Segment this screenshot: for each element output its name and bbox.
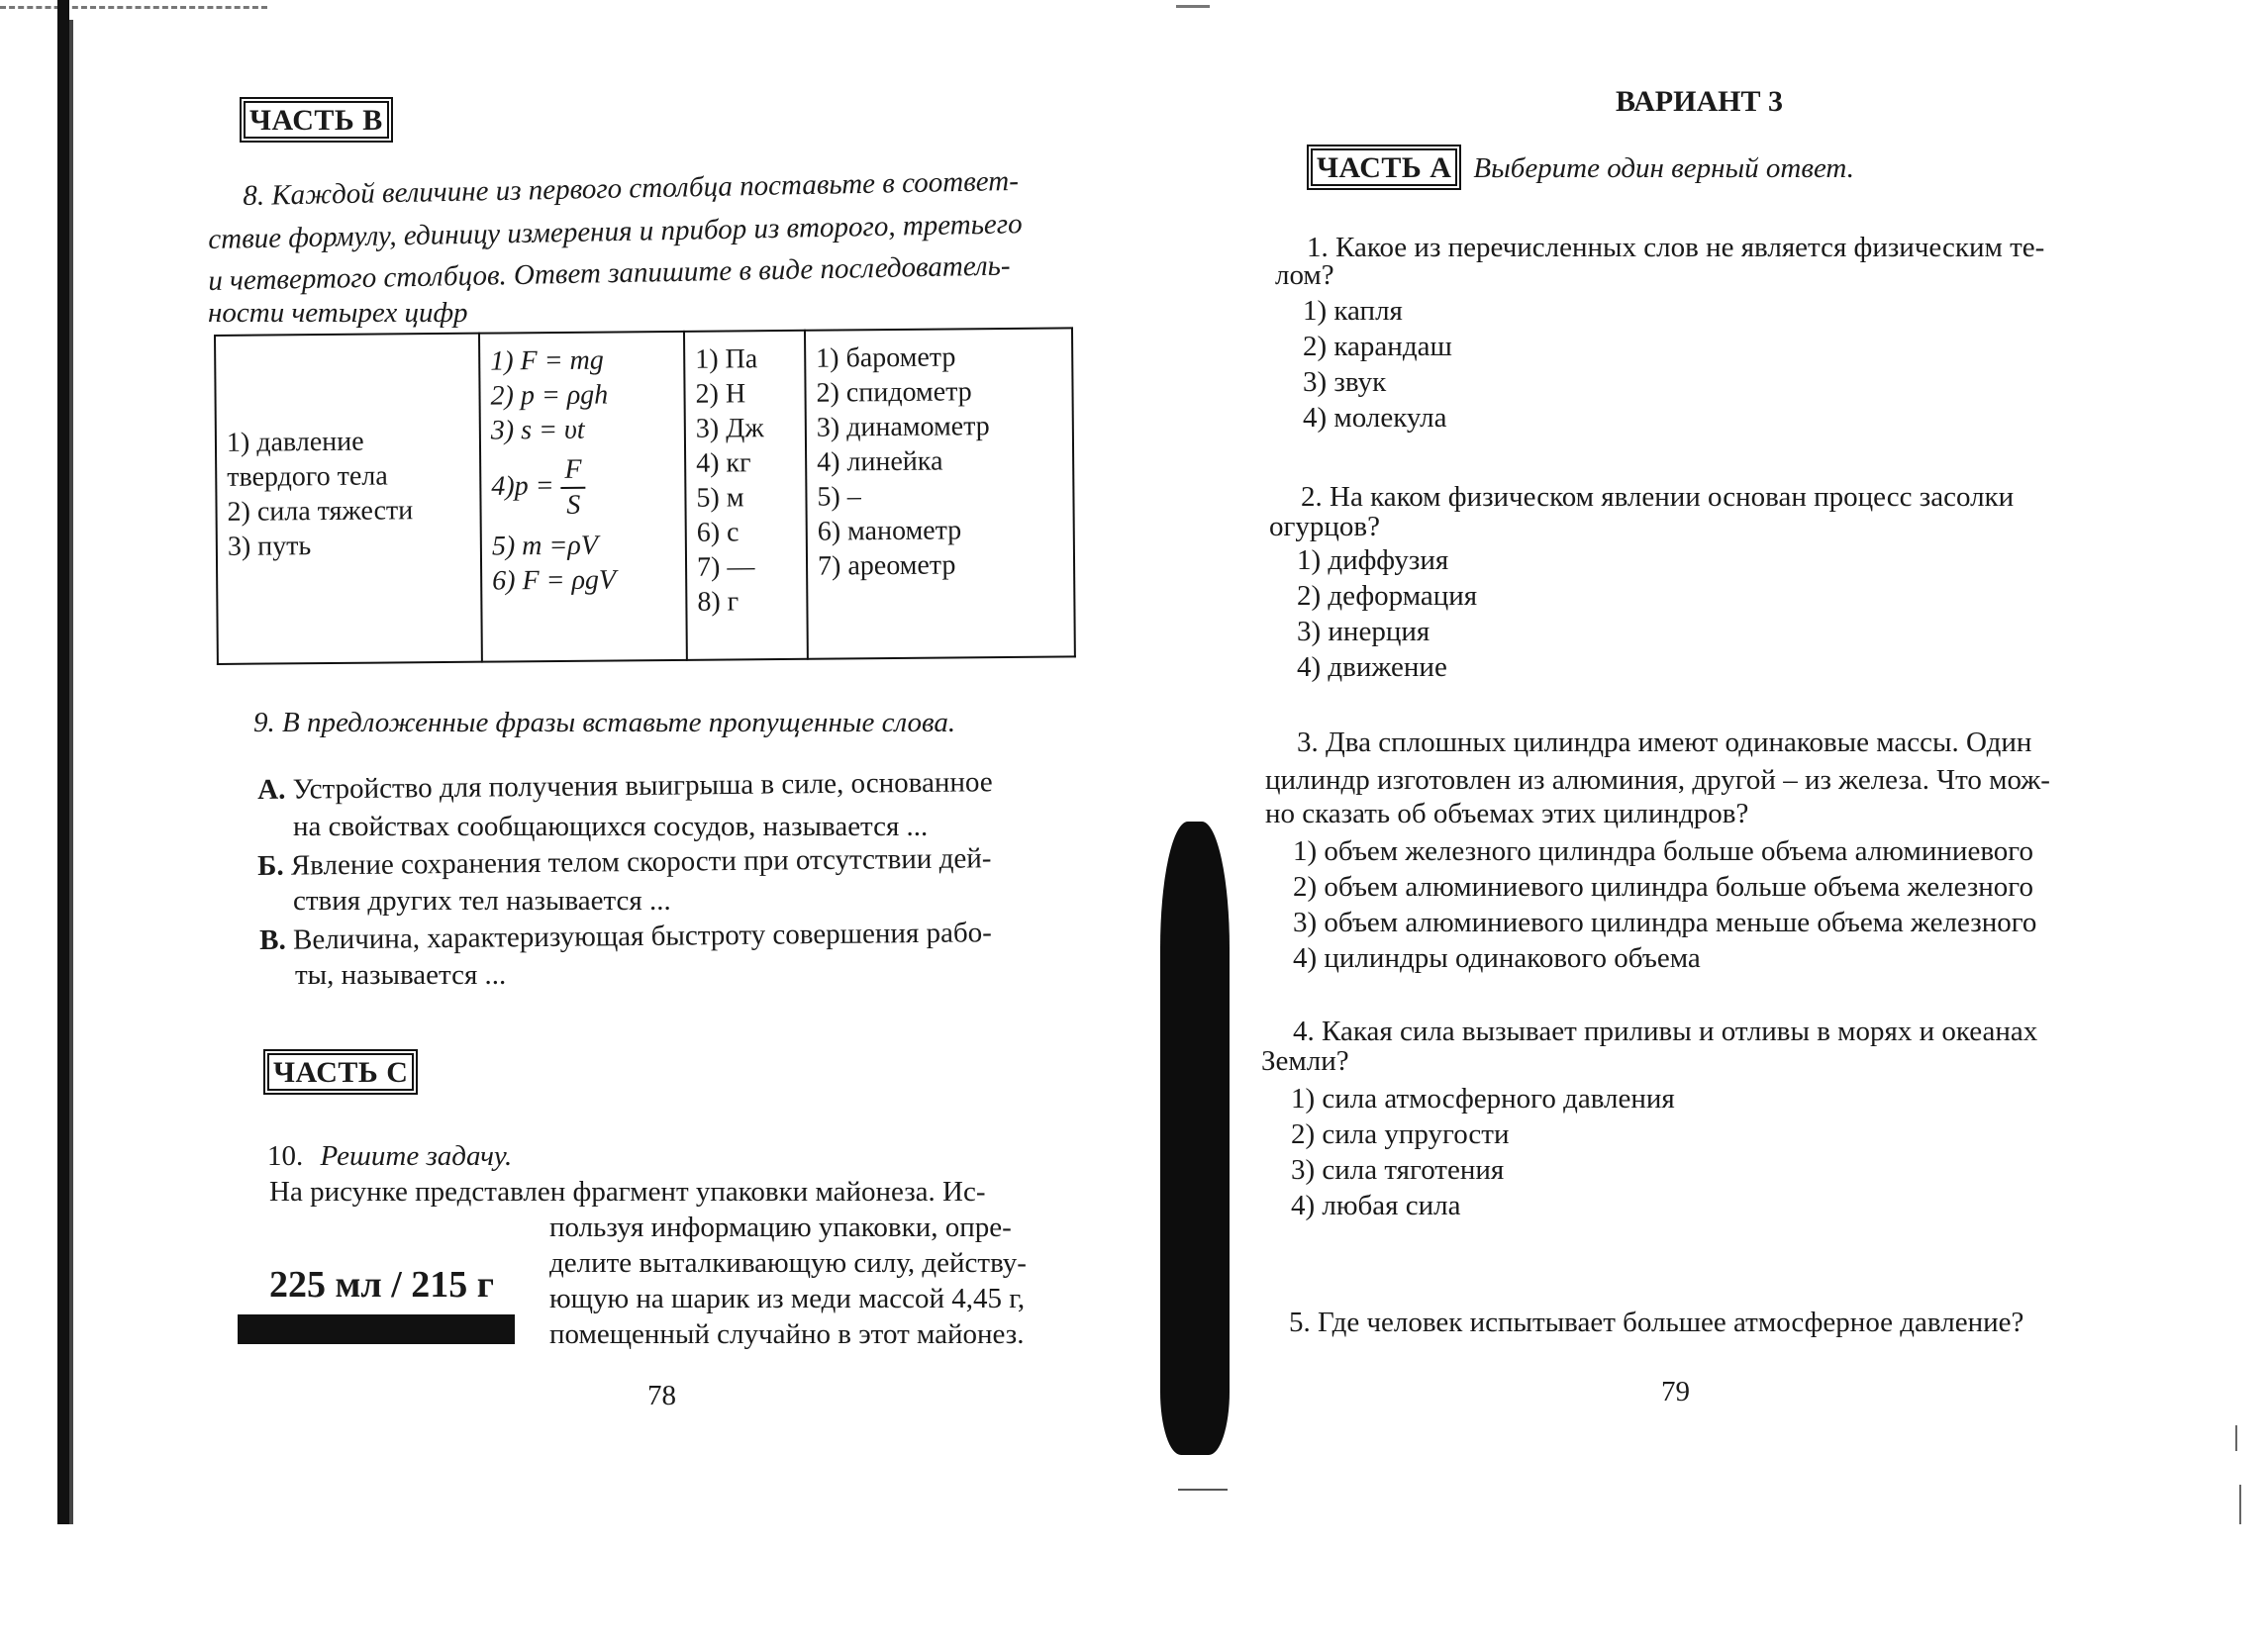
part-c-label: ЧАСТЬ С <box>263 1049 418 1095</box>
formula-3: 3) s = υt <box>490 414 585 446</box>
task8-line1: 8. Каждой величине из первого столбца поставьте в соответ- <box>243 164 1020 212</box>
table-col-quantities <box>215 334 482 664</box>
page-number-left: 78 <box>647 1380 676 1411</box>
unit-3: 3) Дж <box>695 413 764 444</box>
right-page <box>1247 0 2138 1649</box>
table-col-instruments <box>805 328 1075 658</box>
task9-item-b <box>257 839 1099 884</box>
q1-option-2: 2) карандаш <box>1303 331 1452 362</box>
formula-5: 5) m =ρV <box>491 530 598 562</box>
task10-heading <box>267 1138 512 1174</box>
instrument-3: 3) динамометр <box>816 411 990 443</box>
scan-artifact-bottom <box>1178 1489 1228 1491</box>
instrument-2: 2) спидометр <box>816 376 972 409</box>
task9-a-line2: на свойствах сообщающихся сосудов, называется ... <box>293 811 929 842</box>
q3-option-3: 3) объем алюминиевого цилиндра меньше объема железного <box>1293 907 2037 938</box>
scan-artifact-top-center <box>1176 5 1210 8</box>
unit-4: 4) кг <box>696 447 751 479</box>
part-a-label: ЧАСТЬ А <box>1307 145 1461 190</box>
task9-letter-v: В. <box>259 923 286 956</box>
matching-table <box>214 327 1076 665</box>
q4-option-1: 1) сила атмосферного давления <box>1291 1083 1675 1115</box>
task9-letter-a: А. <box>257 773 286 806</box>
q1-option-4: 4) молекула <box>1303 402 1447 434</box>
q4-option-3: 3) сила тяготения <box>1291 1154 1505 1186</box>
task10-line4: ющую на шарик из меди массой 4,45 г, <box>549 1283 1026 1314</box>
instrument-4: 4) линейка <box>817 445 943 478</box>
unit-7: 7) — <box>696 551 755 583</box>
task10-line3: делите выталкивающую силу, действу- <box>549 1247 1027 1279</box>
q3-option-2: 2) объем алюминиевого цилиндра больше объема железного <box>1293 871 2033 903</box>
formula-1: 1) F = mg <box>490 344 604 377</box>
q3-line2: цилиндр изготовлен из алюминия, другой – из железа. Что мож- <box>1265 764 2050 796</box>
scan-shadow-left <box>57 0 69 1524</box>
task10-title: Решите задачу. <box>320 1140 513 1172</box>
instrument-5: 5) – <box>817 481 861 513</box>
task10-line2: пользуя информацию упаковки, опре- <box>549 1212 1012 1243</box>
q2-line1: 2. На каком физическом явлении основан процесс засолки <box>1301 481 2015 513</box>
q1-option-3: 3) звук <box>1303 366 1387 398</box>
formula-4-denominator: S <box>566 489 581 521</box>
part-a-header <box>1307 145 1854 190</box>
q3-option-1: 1) объем железного цилиндра больше объема алюминиевого <box>1293 835 2033 867</box>
scan-artifact-right-1 <box>2235 1425 2237 1451</box>
q2-option-3: 3) инерция <box>1297 616 1430 647</box>
q1-line2: лом? <box>1275 259 1334 291</box>
q3-line3: но сказать об объемах этих цилиндров? <box>1265 798 1749 829</box>
mayonnaise-pack-bar <box>238 1314 515 1344</box>
task10-number: 10. <box>267 1140 304 1172</box>
task9-b-line1: Явление сохранения телом скорости при отсутствии дей- <box>290 842 992 882</box>
instrument-7: 7) ареометр <box>817 549 956 582</box>
task9-v-line2: ты, называется ... <box>295 959 507 991</box>
task9-letter-b: Б. <box>257 849 284 882</box>
q5-line1: 5. Где человек испытывает большее атмосферное давление? <box>1289 1307 2024 1338</box>
task9-v-line1: Величина, характеризующая быстроту совершения рабо- <box>292 917 992 956</box>
unit-6: 6) с <box>696 517 740 548</box>
quantity-2: 2) сила тяжести <box>227 495 414 528</box>
q4-option-4: 4) любая сила <box>1291 1190 1461 1221</box>
q4-line2: Земли? <box>1261 1045 1349 1077</box>
formula-4 <box>491 452 675 524</box>
part-b-label: ЧАСТЬ В <box>240 97 393 143</box>
task9-item-a <box>257 763 1099 808</box>
q2-option-2: 2) деформация <box>1297 580 1478 612</box>
task10-line1: На рисунке представлен фрагмент упаковки майонеза. Ис- <box>269 1176 986 1208</box>
unit-2: 2) Н <box>695 378 746 410</box>
page-number-right: 79 <box>1661 1376 1690 1407</box>
task9-b-line2: ствия других тел называется ... <box>293 885 671 917</box>
variant-title: ВАРИАНТ 3 <box>1616 85 1783 118</box>
quantity-1b: твердого тела <box>227 460 388 493</box>
formula-4-prefix: 4)p = <box>491 470 554 502</box>
part-a-instruction: Выберите один верный ответ. <box>1473 152 1854 184</box>
q2-option-1: 1) диффузия <box>1297 544 1449 576</box>
instrument-6: 6) манометр <box>817 515 962 547</box>
q1-line1: 1. Какое из перечисленных слов не является физическим те- <box>1307 232 2045 263</box>
task8-line3: и четвертого столбцов. Ответ запишите в виде последователь- <box>208 249 1011 297</box>
unit-5: 5) м <box>696 482 744 514</box>
task10-line5: помещенный случайно в этот майонез. <box>549 1318 1025 1350</box>
mayonnaise-pack-label: 225 мл / 215 г <box>269 1264 495 1306</box>
formula-4-numerator: F <box>560 453 585 489</box>
task8-line2: ствие формулу, единицу измерения и прибор из второго, третьего <box>208 208 1023 255</box>
book-spine-shadow <box>1160 822 1230 1455</box>
unit-1: 1) Па <box>695 343 758 375</box>
formula-6: 6) F = ρgV <box>492 564 617 597</box>
q4-option-2: 2) сила упругости <box>1291 1118 1510 1150</box>
scan-artifact-right-2 <box>2239 1485 2241 1524</box>
q1-option-1: 1) капля <box>1303 295 1403 327</box>
q3-line1: 3. Два сплошных цилиндра имеют одинаковые массы. Один <box>1297 727 2032 758</box>
formula-4-fraction <box>560 453 586 523</box>
quantity-3: 3) путь <box>227 531 312 562</box>
scan-shadow-left-edge <box>69 20 73 1524</box>
task9-title: 9. В предложенные фразы вставьте пропущенные слова. <box>253 707 956 738</box>
q2-option-4: 4) движение <box>1297 651 1447 683</box>
task9-a-line1: Устройство для получения выигрыша в силе, основанное <box>292 766 993 806</box>
formula-2: 2) p = ρgh <box>490 379 609 412</box>
table-col-units <box>684 331 808 660</box>
table-col-formulas <box>479 332 687 662</box>
q4-line1: 4. Какая сила вызывает приливы и отливы в морях и океанах <box>1293 1016 2038 1047</box>
q3-option-4: 4) цилиндры одинакового объема <box>1293 942 1701 974</box>
task9-item-v <box>259 914 1101 958</box>
q2-line2: огурцов? <box>1269 511 1380 542</box>
task8-line4: ности четырех цифр <box>208 297 468 329</box>
instrument-1: 1) барометр <box>816 341 956 374</box>
unit-8: 8) г <box>697 586 740 618</box>
left-page <box>198 0 1089 1649</box>
quantity-1a: 1) давление <box>226 426 364 458</box>
